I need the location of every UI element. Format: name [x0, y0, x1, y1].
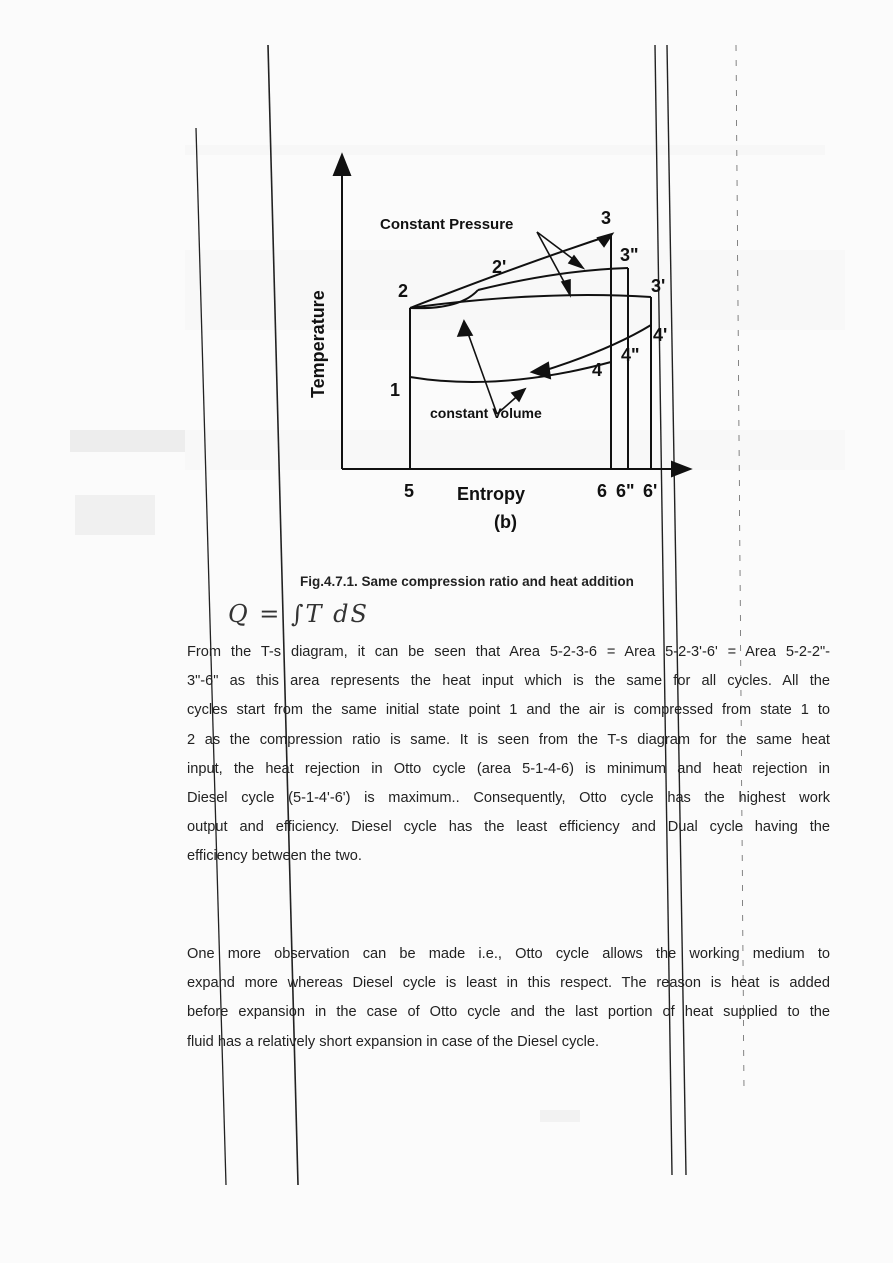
text-line: fluid has a relatively short expansion in case of the Diesel cycle. [187, 1033, 600, 1050]
text-line: before expansion in the case of Otto cycle and the last portion of heat supplied to the [187, 1004, 830, 1021]
paragraph-heat-comparison [187, 638, 830, 872]
arrow-head-4-icon [532, 363, 550, 378]
point-label-4: 4 [592, 360, 603, 380]
volume-arrows [458, 321, 525, 414]
temperature-axis-arrow-icon [334, 155, 350, 175]
annotation-constant-pressure: Constant Pressure [380, 216, 514, 233]
point-label-3: 3 [601, 208, 612, 228]
annotation-constant-volume: constant Volume [430, 405, 542, 421]
text-line: 2 as the compression ratio is same. It is seen from the T-s diagram for the same heat [187, 731, 830, 748]
point-label-4-double-prime: 4" [621, 345, 640, 365]
text-line: From the T-s diagram, it can be seen that Area 5-2-3-6 = Area 5-2-3'-6' = Area 5-2-2"- [187, 644, 830, 660]
text-line: cycles start from the same initial state point 1 and the air is compressed from state 1 to [187, 702, 830, 719]
figure-caption: Fig.4.7.1. Same compression ratio and heat addition [300, 574, 634, 589]
text-line: 3"-6" as this area represents the heat input which is the same for all cycles. All the [187, 673, 830, 690]
point-label-3-prime: 3' [651, 276, 666, 296]
text-line: efficiency between the two. [187, 848, 362, 865]
point-label-4-prime: 4' [653, 325, 668, 345]
text-line: expand more whereas Diesel cycle is least in this respect. The reason is heat is added [187, 975, 830, 992]
text-line: output and efficiency. Diesel cycle has the least efficiency and Dual cycle having the [187, 819, 830, 836]
x-axis-label: Entropy [457, 484, 526, 504]
text-line: input, the heat rejection in Otto cycle (area 5-1-4-6) is minimum and heat rejection in [187, 760, 830, 777]
y-axis-label: Temperature [308, 290, 328, 398]
point-label-6-prime: 6' [643, 481, 658, 501]
handwritten-note: Q = ∫T dS [228, 600, 369, 628]
point-label-6: 6 [597, 481, 608, 501]
point-label-2: 2 [398, 281, 409, 301]
curve-1-4 [410, 362, 611, 382]
text-line: One more observation can be made i.e., Otto cycle allows the working medium to [187, 946, 830, 962]
arrow-head-3-icon [598, 234, 612, 246]
point-label-6-double-prime: 6" [616, 481, 635, 501]
point-label-1: 1 [390, 380, 401, 400]
paragraph-expansion-observation [187, 940, 830, 1057]
point-label-2-prime: 2' [492, 257, 507, 277]
figure-sub-label: (b) [494, 512, 517, 532]
text-line: Diesel cycle (5-1-4'-6') is maximum.. Consequently, Otto cycle has the highest work [187, 790, 830, 807]
point-label-5: 5 [404, 481, 415, 501]
point-label-3-double-prime: 3" [620, 245, 639, 265]
